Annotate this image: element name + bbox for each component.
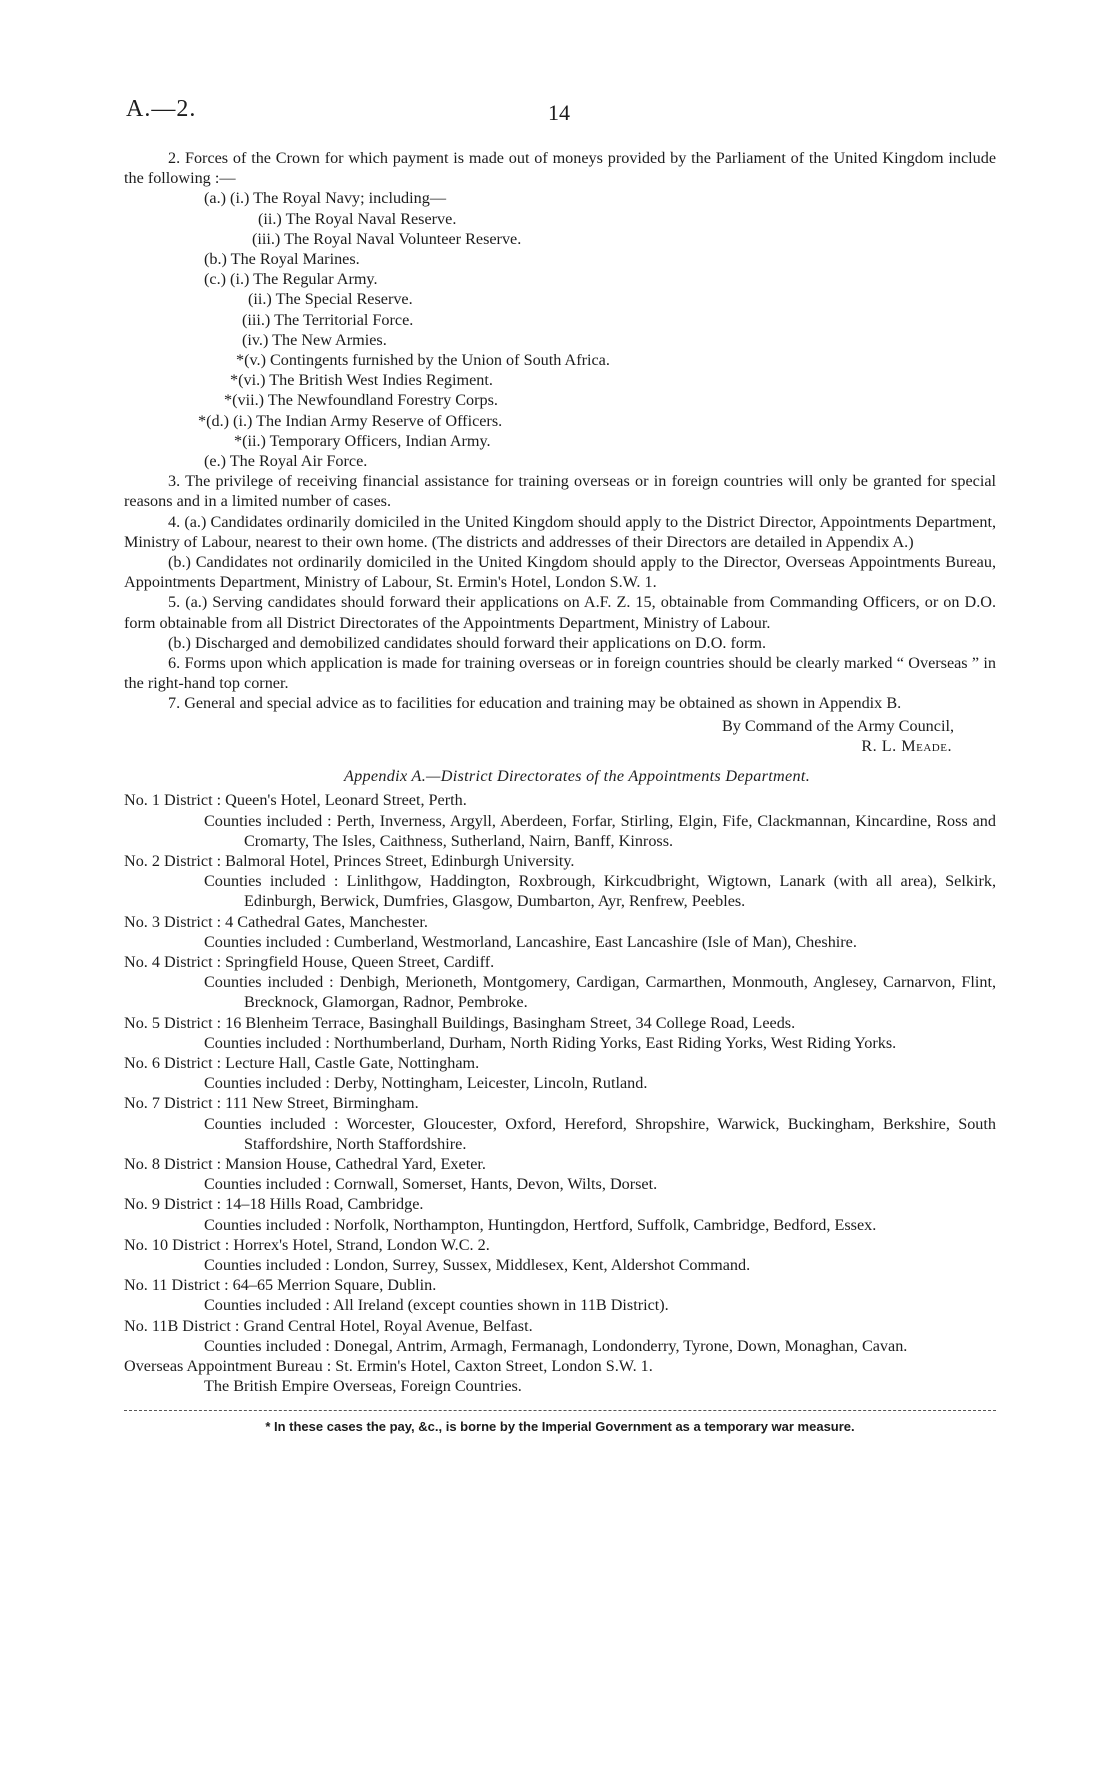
district-entry: No. 11B District : Grand Central Hotel, Royal Avenue, Belfast. xyxy=(124,1316,533,1335)
forces-item: *(vi.) The British West Indies Regiment. xyxy=(230,371,493,390)
district-entry: No. 4 District : Springfield House, Queen Street, Cardiff. xyxy=(124,952,495,971)
paragraph-5a: 5. (a.) Serving candidates should forward their applications on A.F. Z. 15, obtainable from Commanding Officers, or on D.O. form obtainable from all District Directorates of the Appointments Department, Ministry of Labour. xyxy=(124,593,996,632)
district-entry: No. 8 District : Mansion House, Cathedral Yard, Exeter. xyxy=(124,1154,486,1173)
forces-item: (iii.) The Royal Naval Volunteer Reserve. xyxy=(252,229,522,248)
footnote-divider xyxy=(124,1410,996,1411)
district-counties: Counties included : All Ireland (except counties shown in 11B District). xyxy=(204,1296,669,1315)
paragraph-6: 6. Forms upon which application is made for training overseas or in foreign countries should be clearly marked “ Overseas ” in the right-hand top corner. xyxy=(124,654,996,693)
paragraph-4a: 4. (a.) Candidates ordinarily domiciled in the United Kingdom should apply to the District Director, Appointments Department, Ministry of Labour, nearest to their own home. (The districts and addresses of their Directors are detailed in Appendix A.) xyxy=(124,512,996,551)
forces-item: (iii.) The Territorial Force. xyxy=(242,310,414,329)
district-counties: Counties included : Northumberland, Durham, North Riding Yorks, East Riding Yorks, West Riding Yorks. xyxy=(204,1033,897,1052)
forces-item: *(d.) (i.) The Indian Army Reserve of Officers. xyxy=(198,411,503,430)
appendix-title: Appendix A.—District Directorates of the Appointments Department. xyxy=(343,767,811,786)
district-entry: No. 9 District : 14–18 Hills Road, Cambridge. xyxy=(124,1195,424,1214)
forces-item: (ii.) The Special Reserve. xyxy=(248,290,413,309)
forces-item: (a.) (i.) The Royal Navy; including— xyxy=(204,189,447,208)
forces-item: *(v.) Contingents furnished by the Union of South Africa. xyxy=(236,351,610,370)
district-counties: Counties included : Perth, Inverness, Argyll, Aberdeen, Forfar, Stirling, Elgin, Fife, Clackmannan, Kincardine, Ross and Cromarty, The Isles, Caithness, Sutherland, Nairn, Banff, Kinross. xyxy=(204,811,996,850)
forces-item: *(ii.) Temporary Officers, Indian Army. xyxy=(234,431,491,450)
forces-item: (iv.) The New Armies. xyxy=(242,330,387,349)
district-entry: No. 2 District : Balmoral Hotel, Princes Street, Edinburgh University. xyxy=(124,851,575,870)
district-entry: No. 3 District : 4 Cathedral Gates, Manchester. xyxy=(124,912,428,931)
district-list xyxy=(124,790,996,1396)
district-counties: Counties included : Norfolk, Northampton, Huntingdon, Hertford, Suffolk, Cambridge, Bedford, Essex. xyxy=(204,1215,877,1234)
paragraph-4b: (b.) Candidates not ordinarily domiciled in the United Kingdom should apply to the Director, Overseas Appointments Bureau, Appointments Department, Ministry of Labour, St. Ermin's Hotel, London S.W. 1. xyxy=(124,553,996,592)
paragraph-3: 3. The privilege of receiving financial assistance for training overseas or in foreign countries will only be granted for special reasons and in a limited number of cases. xyxy=(124,472,996,511)
document-reference: A.—2. xyxy=(126,96,197,122)
signature-authority: By Command of the Army Council, xyxy=(721,716,954,735)
district-entry: No. 5 District : 16 Blenheim Terrace, Basinghall Buildings, Basingham Street, 34 College Road, Leeds. xyxy=(124,1013,796,1032)
forces-item: (ii.) The Royal Naval Reserve. xyxy=(258,209,457,228)
district-entry: No. 11 District : 64–65 Merrion Square, Dublin. xyxy=(124,1276,437,1295)
forces-item: *(vii.) The Newfoundland Forestry Corps. xyxy=(224,391,498,410)
district-entry: No. 1 District : Queen's Hotel, Leonard Street, Perth. xyxy=(124,791,467,810)
district-counties: Counties included : Donegal, Antrim, Armagh, Fermanagh, Londonderry, Tyrone, Down, Monaghan, Cavan. xyxy=(204,1336,908,1355)
district-counties: Counties included : Worcester, Gloucester, Oxford, Hereford, Shropshire, Warwick, Buckingham, Berkshire, South Staffordshire, North Staffordshire. xyxy=(204,1114,996,1153)
page-number: 14 xyxy=(548,100,570,125)
section-2-intro: 2. Forces of the Crown for which payment is made out of moneys provided by the Parliament of the United Kingdom include the following :— xyxy=(124,149,996,188)
district-counties: Counties included : Denbigh, Merioneth, Montgomery, Cardigan, Carmarthen, Monmouth, Anglesey, Carnarvon, Flint, Brecknock, Glamorgan, Radnor, Pembroke. xyxy=(204,973,996,1012)
district-entry: No. 10 District : Horrex's Hotel, Strand, London W.C. 2. xyxy=(124,1235,490,1254)
forces-item: (b.) The Royal Marines. xyxy=(204,250,360,269)
paragraph-5b: (b.) Discharged and demobilized candidates should forward their applications on D.O. form. xyxy=(168,633,767,652)
district-counties: Counties included : Derby, Nottingham, Leicester, Lincoln, Rutland. xyxy=(204,1074,648,1093)
footnote: * In these cases the pay, &c., is borne by the Imperial Government as a temporary war measure. xyxy=(265,1419,855,1435)
forces-item: (e.) The Royal Air Force. xyxy=(204,452,368,471)
signature-name: R. L. Meade. xyxy=(861,736,952,755)
district-counties: Counties included : London, Surrey, Sussex, Middlesex, Kent, Aldershot Command. xyxy=(204,1255,751,1274)
district-entry: No. 6 District : Lecture Hall, Castle Gate, Nottingham. xyxy=(124,1053,480,1072)
district-counties: Counties included : Linlithgow, Haddington, Roxbrough, Kirkcudbright, Wigtown, Lanark (with all area), Selkirk, Edinburgh, Berwick, Dumfries, Glasgow, Dumbarton, Ayr, Renfrew, Peebles. xyxy=(204,872,996,911)
forces-item: (c.) (i.) The Regular Army. xyxy=(204,270,378,289)
page-body xyxy=(124,148,996,1451)
overseas-bureau: Overseas Appointment Bureau : St. Ermin's Hotel, Caxton Street, London S.W. 1. xyxy=(124,1356,653,1375)
forces-list xyxy=(124,188,996,471)
district-entry: No. 7 District : 111 New Street, Birmingham. xyxy=(124,1094,419,1113)
paragraph-7: 7. General and special advice as to facilities for education and training may be obtained as shown in Appendix B. xyxy=(168,694,902,713)
overseas-scope: The British Empire Overseas, Foreign Countries. xyxy=(204,1377,522,1396)
district-counties: Counties included : Cornwall, Somerset, Hants, Devon, Wilts, Dorset. xyxy=(204,1175,658,1194)
district-counties: Counties included : Cumberland, Westmorland, Lancashire, East Lancashire (Isle of Man), Cheshire. xyxy=(204,932,857,951)
